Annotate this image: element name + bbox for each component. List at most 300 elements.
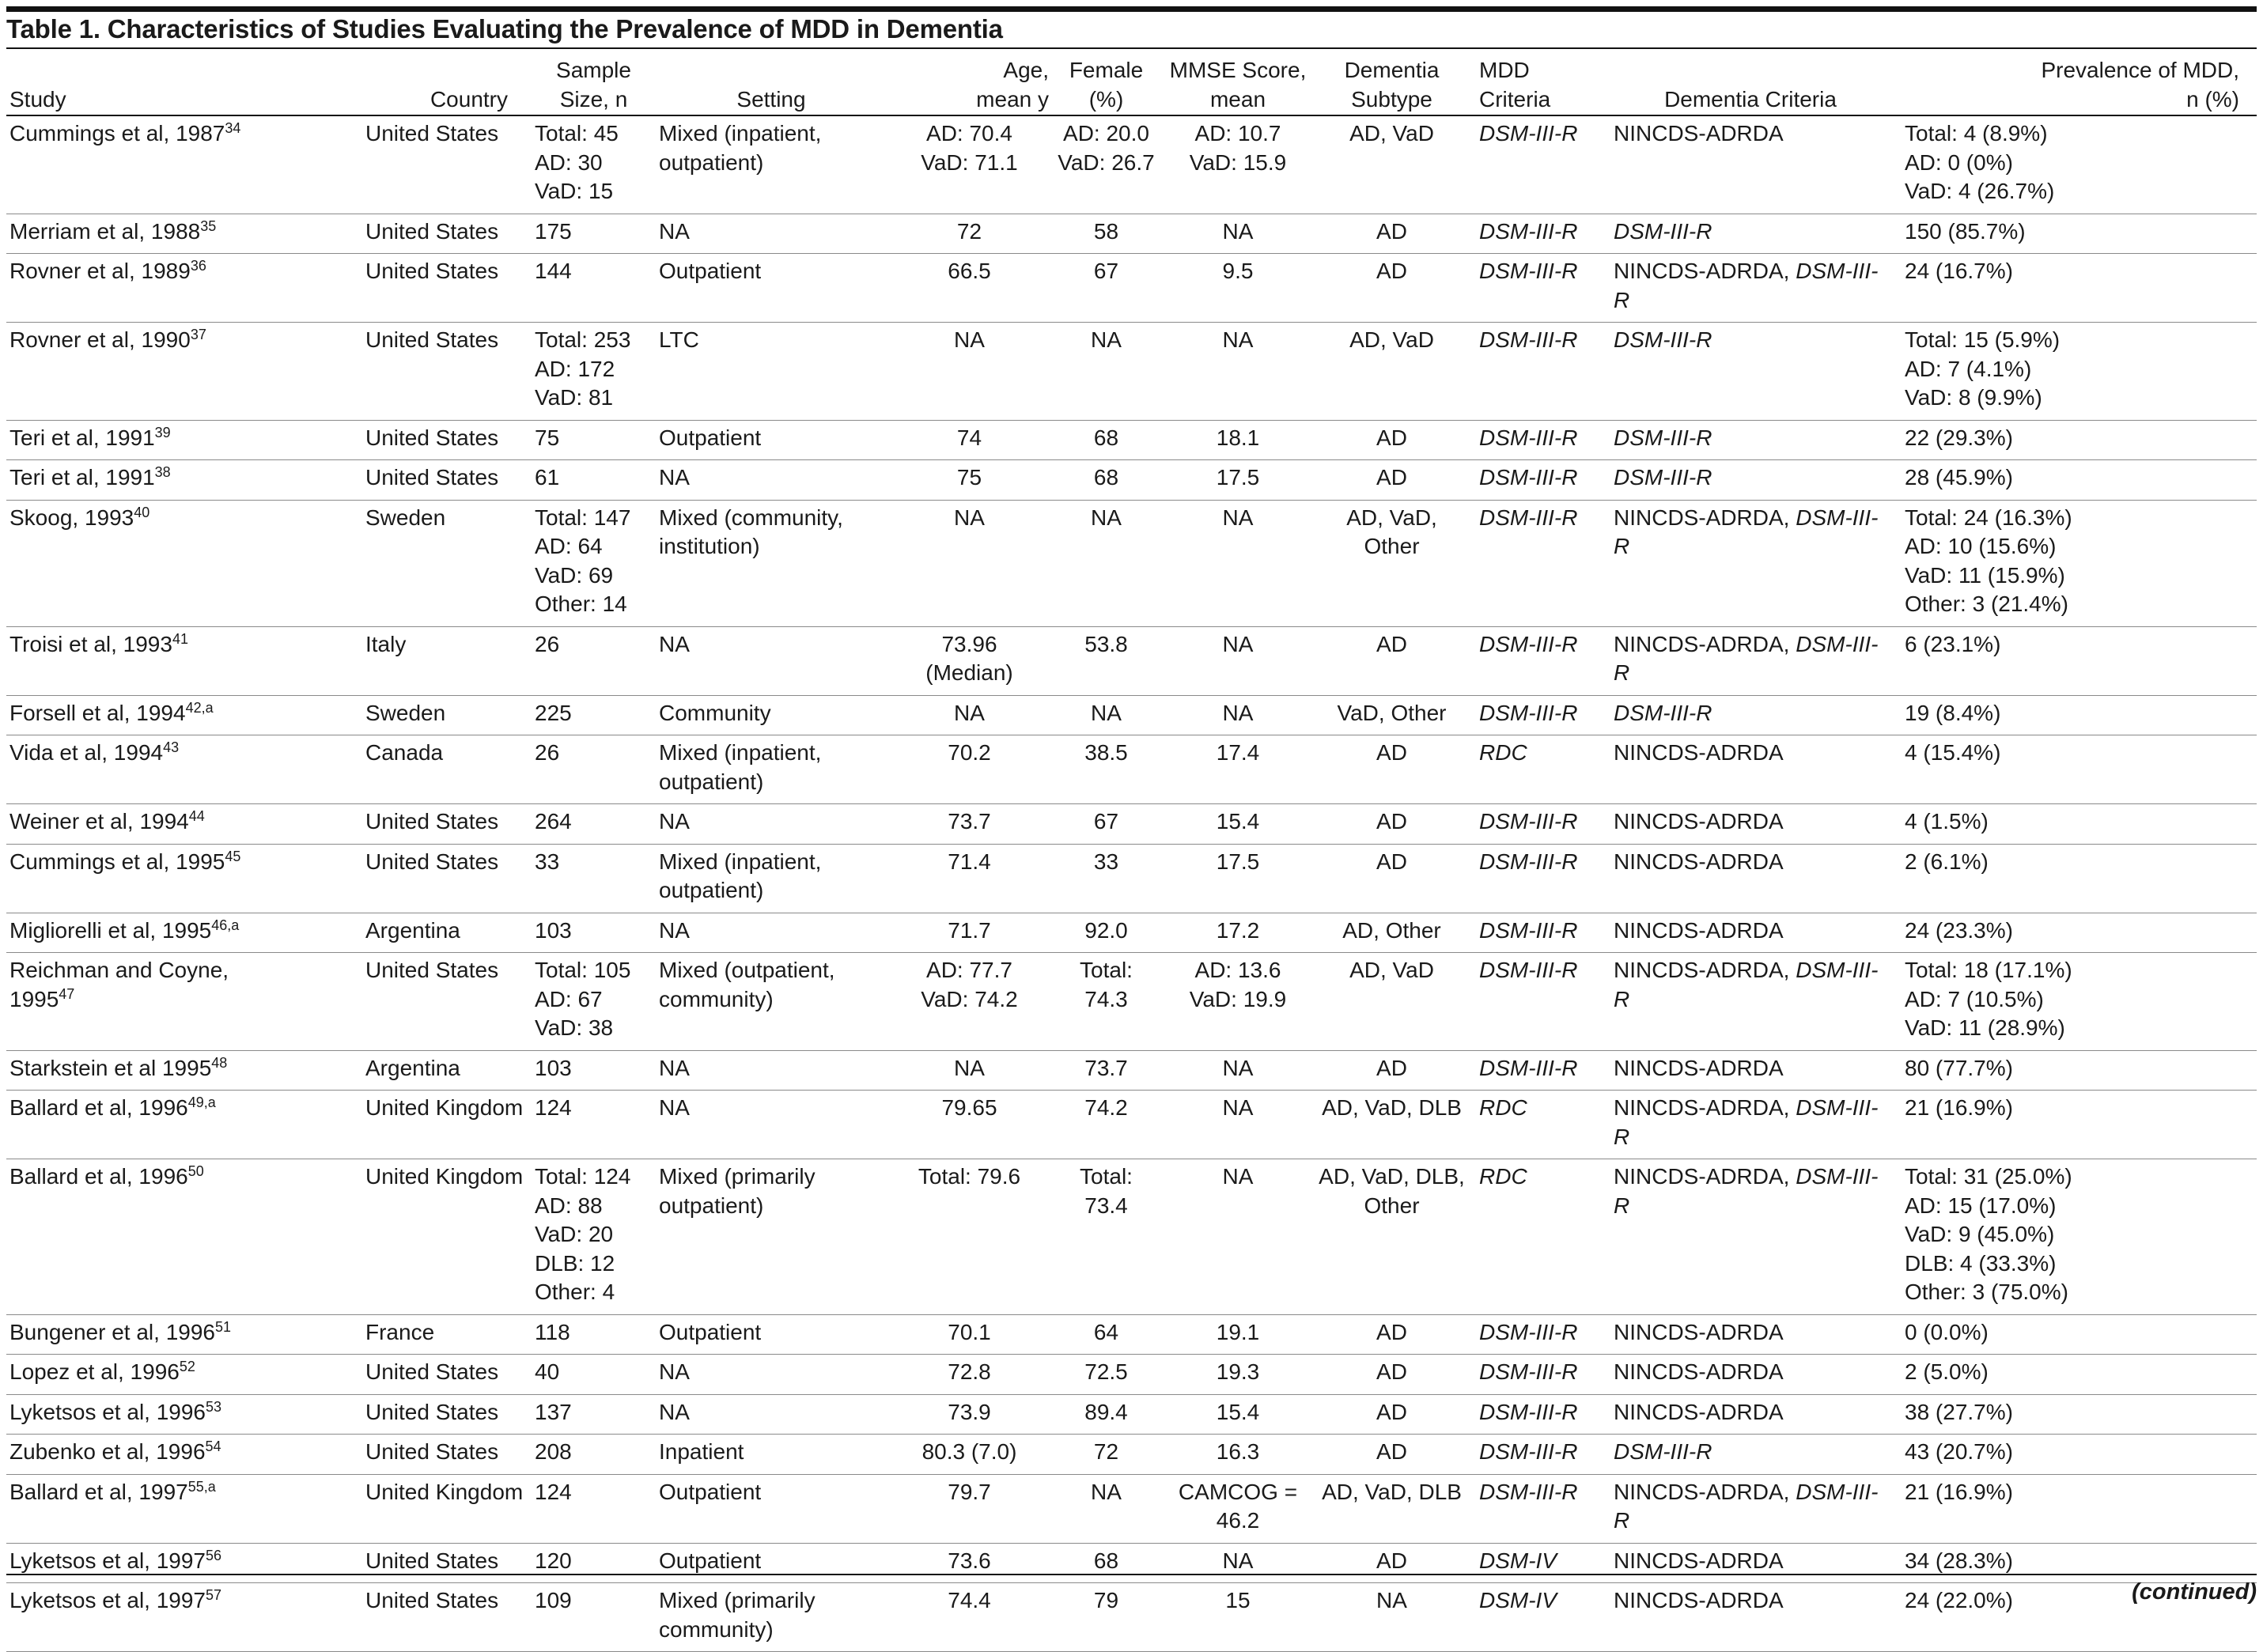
cell-prevalence: 21 (16.9%) [1890, 1474, 2257, 1543]
header-female: Female (%) [1052, 50, 1160, 115]
cell-age: 73.6 [887, 1543, 1052, 1583]
cell-mdd-criteria: DSM-III-R [1468, 460, 1610, 501]
cell-mdd-criteria: RDC [1468, 1091, 1610, 1159]
dementia-criteria-dsm: DSM-III-R [1614, 327, 1712, 352]
cell-setting: NA [656, 913, 887, 953]
cell-prevalence: 28 (45.9%) [1890, 460, 2257, 501]
cell-age: 71.7 [887, 913, 1052, 953]
cell-country: Sweden [361, 695, 532, 735]
cell-prevalence: 80 (77.7%) [1890, 1050, 2257, 1091]
cell-setting: Mixed (community, institution) [656, 500, 887, 626]
dementia-criteria-dsm: DSM-III-R [1614, 1439, 1712, 1464]
cell-prevalence: 34 (28.3%) [1890, 1543, 2257, 1583]
reference-superscript: 51 [214, 1318, 232, 1335]
dementia-criteria-dsm: DSM-III-R [1614, 631, 1879, 685]
title-rule [6, 47, 2257, 49]
cell-study [6, 626, 361, 695]
cell-female: NA [1052, 1474, 1160, 1543]
cell-sample-size: 144 [532, 254, 656, 323]
cell-prevalence: Total: 18 (17.1%) AD: 7 (10.5%) VaD: 11 (28.9%) [1890, 953, 2257, 1051]
cell-dementia-subtype: AD [1315, 844, 1468, 913]
reference-superscript: 56 [206, 1547, 222, 1563]
cell-sample-size: 208 [532, 1435, 656, 1475]
cell-mmse: CAMCOG = 46.2 [1160, 1474, 1315, 1543]
cell-setting: Outpatient [656, 420, 887, 460]
cell-prevalence: 19 (8.4%) [1890, 695, 2257, 735]
cell-setting: NA [656, 1394, 887, 1435]
cell-sample-size: 264 [532, 804, 656, 845]
cell-mdd-criteria: DSM-III-R [1468, 626, 1610, 695]
dementia-criteria-dsm: DSM-III-R [1614, 1095, 1879, 1149]
cell-prevalence: 24 (22.0%) [1890, 1583, 2257, 1652]
cell-country: United States [361, 1543, 532, 1583]
cell-study [6, 953, 361, 1051]
cell-female: 74.2 [1052, 1091, 1160, 1159]
cell-country: United States [361, 1394, 532, 1435]
cell-dementia-subtype: AD [1315, 735, 1468, 804]
cell-dementia-criteria [1610, 460, 1890, 501]
cell-dementia-subtype: AD, VaD [1315, 953, 1468, 1051]
cell-mdd-criteria: DSM-III-R [1468, 804, 1610, 845]
cell-mdd-criteria: DSM-III-R [1468, 420, 1610, 460]
cell-dementia-criteria [1610, 695, 1890, 735]
cell-age: NA [887, 500, 1052, 626]
cell-mmse: 15.4 [1160, 804, 1315, 845]
study-name: Migliorelli et al, 1995 [9, 917, 212, 943]
cell-sample-size: 33 [532, 844, 656, 913]
cell-study [6, 1091, 361, 1159]
cell-mmse: 18.1 [1160, 420, 1315, 460]
cell-study [6, 1050, 361, 1091]
table-row [6, 460, 2257, 501]
cell-sample-size: 109 [532, 1583, 656, 1652]
cell-dementia-subtype: AD, VaD [1315, 115, 1468, 214]
cell-dementia-criteria [1610, 953, 1890, 1051]
cell-setting: Mixed (primarily community) [656, 1583, 887, 1652]
table-row [6, 1474, 2257, 1543]
header-mmse: MMSE Score, mean [1160, 50, 1315, 115]
cell-prevalence: 21 (16.9%) [1890, 1091, 2257, 1159]
reference-superscript: 54 [205, 1438, 221, 1454]
cell-dementia-subtype: AD [1315, 1355, 1468, 1395]
cell-sample-size: 103 [532, 1050, 656, 1091]
reference-superscript: 57 [206, 1587, 222, 1603]
cell-setting: Outpatient [656, 1314, 887, 1355]
cell-setting: Outpatient [656, 254, 887, 323]
cell-dementia-subtype: AD [1315, 1050, 1468, 1091]
cell-mmse: AD: 10.7 VaD: 15.9 [1160, 115, 1315, 214]
reference-superscript: 42,a [185, 699, 214, 716]
cell-age: 73.7 [887, 804, 1052, 845]
cell-setting: NA [656, 460, 887, 501]
studies-table [6, 50, 2257, 1652]
cell-study [6, 420, 361, 460]
cell-country: United States [361, 1435, 532, 1475]
cell-dementia-criteria [1610, 1474, 1890, 1543]
cell-female: 67 [1052, 804, 1160, 845]
cell-country: United Kingdom [361, 1091, 532, 1159]
cell-dementia-subtype: AD, Other [1315, 913, 1468, 953]
cell-setting: Outpatient [656, 1474, 887, 1543]
cell-study [6, 1355, 361, 1395]
cell-study [6, 1314, 361, 1355]
table-row [6, 420, 2257, 460]
cell-age: 66.5 [887, 254, 1052, 323]
cell-age: Total: 79.6 [887, 1159, 1052, 1315]
cell-mmse: 17.5 [1160, 460, 1315, 501]
reference-superscript: 41 [172, 630, 188, 647]
cell-dementia-subtype: AD, VaD, DLB [1315, 1474, 1468, 1543]
cell-dementia-subtype: AD [1315, 420, 1468, 460]
table-row [6, 626, 2257, 695]
cell-dementia-criteria [1610, 1435, 1890, 1475]
dementia-criteria-dsm: DSM-III-R [1614, 505, 1879, 558]
cell-study [6, 323, 361, 421]
study-name: Teri et al, 1991 [9, 465, 155, 490]
cell-mmse: NA [1160, 695, 1315, 735]
cell-dementia-subtype: NA [1315, 1583, 1468, 1652]
cell-prevalence: 24 (16.7%) [1890, 254, 2257, 323]
cell-sample-size: 40 [532, 1355, 656, 1395]
study-name: Lyketsos et al, 1997 [9, 1548, 206, 1573]
cell-female: 33 [1052, 844, 1160, 913]
study-name: Vida et al, 1994 [9, 740, 164, 765]
dementia-criteria-text: NINCDS-ADRDA [1614, 1055, 1784, 1080]
cell-study [6, 254, 361, 323]
dementia-criteria-dsm: DSM-III-R [1614, 218, 1712, 244]
study-name: Forsell et al, 1994 [9, 700, 186, 725]
cell-prevalence: 4 (15.4%) [1890, 735, 2257, 804]
dementia-criteria-text: NINCDS-ADRDA, [1614, 1164, 1796, 1189]
cell-age: NA [887, 323, 1052, 421]
cell-study [6, 1159, 361, 1315]
table-row [6, 323, 2257, 421]
cell-dementia-subtype: AD [1315, 460, 1468, 501]
cell-female: 58 [1052, 214, 1160, 254]
cell-female: 92.0 [1052, 913, 1160, 953]
header-dementia-criteria: Dementia Criteria [1610, 50, 1890, 115]
dementia-criteria-text: NINCDS-ADRDA, [1614, 259, 1796, 283]
cell-prevalence: Total: 15 (5.9%) AD: 7 (4.1%) VaD: 8 (9.9%) [1890, 323, 2257, 421]
reference-superscript: 47 [59, 985, 75, 1002]
cell-sample-size: 124 [532, 1091, 656, 1159]
table-row [6, 1394, 2257, 1435]
reference-superscript: 39 [154, 424, 171, 440]
cell-sample-size: Total: 253 AD: 172 VaD: 81 [532, 323, 656, 421]
cell-country: Italy [361, 626, 532, 695]
cell-sample-size: 118 [532, 1314, 656, 1355]
cell-female: 72.5 [1052, 1355, 1160, 1395]
cell-female: 68 [1052, 420, 1160, 460]
cell-female: NA [1052, 323, 1160, 421]
table-row [6, 1050, 2257, 1091]
reference-superscript: 55,a [187, 1478, 216, 1495]
table-row [6, 1159, 2257, 1315]
cell-mdd-criteria: RDC [1468, 735, 1610, 804]
dementia-criteria-text: NINCDS-ADRDA, [1614, 1095, 1796, 1120]
cell-dementia-criteria [1610, 1314, 1890, 1355]
cell-mmse: 19.1 [1160, 1314, 1315, 1355]
header-prevalence: Prevalence of MDD, n (%) [1890, 50, 2257, 115]
cell-mdd-criteria: DSM-III-R [1468, 323, 1610, 421]
cell-setting: Mixed (outpatient, community) [656, 953, 887, 1051]
cell-dementia-criteria [1610, 115, 1890, 214]
cell-dementia-criteria [1610, 804, 1890, 845]
cell-dementia-subtype: VaD, Other [1315, 695, 1468, 735]
cell-setting: NA [656, 1091, 887, 1159]
reference-superscript: 50 [187, 1163, 204, 1179]
cell-setting: Inpatient [656, 1435, 887, 1475]
cell-female: 72 [1052, 1435, 1160, 1475]
cell-sample-size: 26 [532, 735, 656, 804]
cell-age: 72 [887, 214, 1052, 254]
dementia-criteria-text: NINCDS-ADRDA, [1614, 505, 1796, 530]
cell-setting: NA [656, 804, 887, 845]
study-name: Lyketsos et al, 1997 [9, 1588, 206, 1612]
cell-dementia-subtype: AD, VaD, Other [1315, 500, 1468, 626]
cell-country: France [361, 1314, 532, 1355]
cell-study [6, 804, 361, 845]
study-name: Skoog, 1993 [9, 505, 134, 530]
cell-country: Argentina [361, 1050, 532, 1091]
table-row [6, 953, 2257, 1051]
dementia-criteria-text: NINCDS-ADRDA [1614, 1319, 1784, 1344]
cell-female: Total: 74.3 [1052, 953, 1160, 1051]
cell-prevalence: 4 (1.5%) [1890, 804, 2257, 845]
dementia-criteria-text: NINCDS-ADRDA [1614, 1588, 1784, 1612]
study-name: Bungener et al, 1996 [9, 1319, 215, 1344]
cell-setting: NA [656, 1355, 887, 1395]
study-name: Merriam et al, 1988 [9, 218, 201, 244]
table-row [6, 1543, 2257, 1583]
study-name: Cummings et al, 1987 [9, 121, 225, 146]
cell-prevalence: 6 (23.1%) [1890, 626, 2257, 695]
table-row [6, 1314, 2257, 1355]
study-name: Zubenko et al, 1996 [9, 1439, 206, 1464]
table-row [6, 1435, 2257, 1475]
cell-female: Total: 73.4 [1052, 1159, 1160, 1315]
cell-mmse: NA [1160, 323, 1315, 421]
cell-mmse: 16.3 [1160, 1435, 1315, 1475]
cell-prevalence: 24 (23.3%) [1890, 913, 2257, 953]
cell-country: United States [361, 844, 532, 913]
top-rule [6, 6, 2257, 12]
cell-age: NA [887, 695, 1052, 735]
cell-setting: Mixed (primarily outpatient) [656, 1159, 887, 1315]
cell-setting: Mixed (inpatient, outpatient) [656, 844, 887, 913]
cell-mdd-criteria: DSM-III-R [1468, 500, 1610, 626]
cell-female: 68 [1052, 1543, 1160, 1583]
cell-mmse: AD: 13.6 VaD: 19.9 [1160, 953, 1315, 1051]
cell-sample-size: 61 [532, 460, 656, 501]
cell-sample-size: Total: 147 AD: 64 VaD: 69 Other: 14 [532, 500, 656, 626]
cell-dementia-criteria [1610, 254, 1890, 323]
header-country: Country [361, 50, 532, 115]
table-row [6, 214, 2257, 254]
cell-age: 74 [887, 420, 1052, 460]
cell-age: 72.8 [887, 1355, 1052, 1395]
table-row [6, 1091, 2257, 1159]
reference-superscript: 35 [200, 217, 217, 234]
table-body [6, 115, 2257, 1652]
header-setting: Setting [656, 50, 887, 115]
header-age: Age, mean y [887, 50, 1052, 115]
cell-age: 75 [887, 460, 1052, 501]
reference-superscript: 36 [190, 258, 206, 274]
header-dementia-subtype: Dementia Subtype [1315, 50, 1468, 115]
cell-sample-size: 225 [532, 695, 656, 735]
cell-country: United States [361, 115, 532, 214]
cell-dementia-criteria [1610, 1355, 1890, 1395]
cell-age: 70.1 [887, 1314, 1052, 1355]
cell-setting: NA [656, 1050, 887, 1091]
cell-study [6, 1394, 361, 1435]
cell-female: 68 [1052, 460, 1160, 501]
cell-dementia-criteria [1610, 1543, 1890, 1583]
dementia-criteria-text: NINCDS-ADRDA [1614, 1548, 1784, 1573]
cell-mmse: NA [1160, 214, 1315, 254]
cell-country: United States [361, 1583, 532, 1652]
cell-sample-size: 75 [532, 420, 656, 460]
cell-age: 70.2 [887, 735, 1052, 804]
reference-superscript: 37 [190, 327, 206, 342]
cell-mmse: 15 [1160, 1583, 1315, 1652]
cell-study [6, 115, 361, 214]
reference-superscript: 48 [211, 1054, 228, 1071]
cell-dementia-criteria [1610, 1050, 1890, 1091]
cell-country: United States [361, 460, 532, 501]
cell-age: NA [887, 1050, 1052, 1091]
cell-mdd-criteria: DSM-III-R [1468, 695, 1610, 735]
header-study: Study [6, 50, 361, 115]
cell-prevalence: Total: 31 (25.0%) AD: 15 (17.0%) VaD: 9 (45.0%) DLB: 4 (33.3%) Other: 3 (75.0%) [1890, 1159, 2257, 1315]
study-name: Teri et al, 1991 [9, 425, 155, 450]
cell-mdd-criteria: RDC [1468, 1159, 1610, 1315]
dementia-criteria-text: NINCDS-ADRDA [1614, 121, 1784, 146]
table-row [6, 695, 2257, 735]
cell-country: Sweden [361, 500, 532, 626]
dementia-criteria-text: NINCDS-ADRDA [1614, 1399, 1784, 1424]
cell-sample-size: 26 [532, 626, 656, 695]
dementia-criteria-dsm: DSM-III-R [1614, 425, 1712, 450]
cell-dementia-subtype: AD [1315, 1543, 1468, 1583]
cell-dementia-criteria [1610, 500, 1890, 626]
study-name: Ballard et al, 1996 [9, 1095, 188, 1120]
cell-mdd-criteria: DSM-III-R [1468, 1394, 1610, 1435]
cell-country: United States [361, 804, 532, 845]
table-row [6, 254, 2257, 323]
cell-prevalence: 2 (5.0%) [1890, 1355, 2257, 1395]
cell-female: AD: 20.0 VaD: 26.7 [1052, 115, 1160, 214]
cell-setting: Mixed (inpatient, outpatient) [656, 115, 887, 214]
dementia-criteria-dsm: DSM-III-R [1614, 1479, 1879, 1533]
cell-mdd-criteria: DSM-III-R [1468, 115, 1610, 214]
cell-dementia-subtype: AD, VaD [1315, 323, 1468, 421]
cell-mmse: NA [1160, 500, 1315, 626]
cell-mdd-criteria: DSM-III-R [1468, 953, 1610, 1051]
cell-prevalence: 43 (20.7%) [1890, 1435, 2257, 1475]
reference-superscript: 52 [179, 1359, 195, 1374]
cell-dementia-criteria [1610, 735, 1890, 804]
dementia-criteria-dsm: DSM-III-R [1614, 700, 1712, 725]
cell-female: 53.8 [1052, 626, 1160, 695]
study-name: Lyketsos et al, 1996 [9, 1399, 206, 1424]
header-sample-size: Sample Size, n [532, 50, 656, 115]
dementia-criteria-text: NINCDS-ADRDA [1614, 809, 1784, 834]
cell-dementia-subtype: AD [1315, 214, 1468, 254]
cell-age: 71.4 [887, 844, 1052, 913]
cell-mdd-criteria: DSM-III-R [1468, 1355, 1610, 1395]
cell-female: 73.7 [1052, 1050, 1160, 1091]
cell-mmse: NA [1160, 1543, 1315, 1583]
cell-age: 73.96 (Median) [887, 626, 1052, 695]
reference-superscript: 40 [134, 504, 150, 520]
cell-dementia-subtype: AD [1315, 1394, 1468, 1435]
dementia-criteria-dsm: DSM-III-R [1614, 259, 1879, 312]
cell-age: 74.4 [887, 1583, 1052, 1652]
dementia-criteria-text: NINCDS-ADRDA, [1614, 631, 1796, 656]
study-name: Rovner et al, 1990 [9, 327, 191, 352]
cell-female: 79 [1052, 1583, 1160, 1652]
cell-sample-size: Total: 105 AD: 67 VaD: 38 [532, 953, 656, 1051]
cell-dementia-subtype: AD [1315, 1435, 1468, 1475]
cell-setting: Mixed (inpatient, outpatient) [656, 735, 887, 804]
cell-mdd-criteria: DSM-III-R [1468, 1314, 1610, 1355]
cell-dementia-criteria [1610, 626, 1890, 695]
cell-prevalence: 150 (85.7%) [1890, 214, 2257, 254]
table-title: Table 1. Characteristics of Studies Evaluating the Prevalence of MDD in Dementia [6, 14, 1003, 43]
study-name: Troisi et al, 1993 [9, 631, 172, 656]
cell-sample-size: Total: 45 AD: 30 VaD: 15 [532, 115, 656, 214]
cell-country: United Kingdom [361, 1159, 532, 1315]
cell-dementia-criteria [1610, 1091, 1890, 1159]
study-name: Cummings et al, 1995 [9, 849, 225, 874]
cell-dementia-subtype: AD [1315, 804, 1468, 845]
reference-superscript: 53 [206, 1398, 222, 1415]
cell-mdd-criteria: DSM-III-R [1468, 214, 1610, 254]
cell-prevalence: 0 (0.0%) [1890, 1314, 2257, 1355]
cell-dementia-subtype: AD [1315, 626, 1468, 695]
cell-country: United States [361, 953, 532, 1051]
cell-mmse: 17.5 [1160, 844, 1315, 913]
cell-age: 80.3 (7.0) [887, 1435, 1052, 1475]
cell-study [6, 913, 361, 953]
reference-superscript: 44 [188, 808, 205, 824]
cell-dementia-subtype: AD [1315, 254, 1468, 323]
cell-female: 89.4 [1052, 1394, 1160, 1435]
cell-study [6, 1543, 361, 1583]
dementia-criteria-dsm: DSM-III-R [1614, 958, 1879, 1011]
cell-sample-size: Total: 124 AD: 88 VaD: 20 DLB: 12 Other: 4 [532, 1159, 656, 1315]
cell-mdd-criteria: DSM-III-R [1468, 844, 1610, 913]
cell-study [6, 735, 361, 804]
cell-country: Canada [361, 735, 532, 804]
cell-setting: NA [656, 214, 887, 254]
cell-study [6, 1474, 361, 1543]
table-row [6, 735, 2257, 804]
cell-study [6, 1435, 361, 1475]
study-name: Ballard et al, 1997 [9, 1479, 188, 1504]
cell-setting: Outpatient [656, 1543, 887, 1583]
dementia-criteria-text: NINCDS-ADRDA [1614, 849, 1784, 874]
cell-mmse: NA [1160, 1050, 1315, 1091]
cell-mdd-criteria: DSM-IV [1468, 1543, 1610, 1583]
cell-prevalence: Total: 24 (16.3%) AD: 10 (15.6%) VaD: 11 (15.9%) Other: 3 (21.4%) [1890, 500, 2257, 626]
study-name: Starkstein et al 1995 [9, 1055, 212, 1080]
cell-dementia-criteria [1610, 420, 1890, 460]
cell-mmse: 19.3 [1160, 1355, 1315, 1395]
study-name: Weiner et al, 1994 [9, 809, 189, 834]
